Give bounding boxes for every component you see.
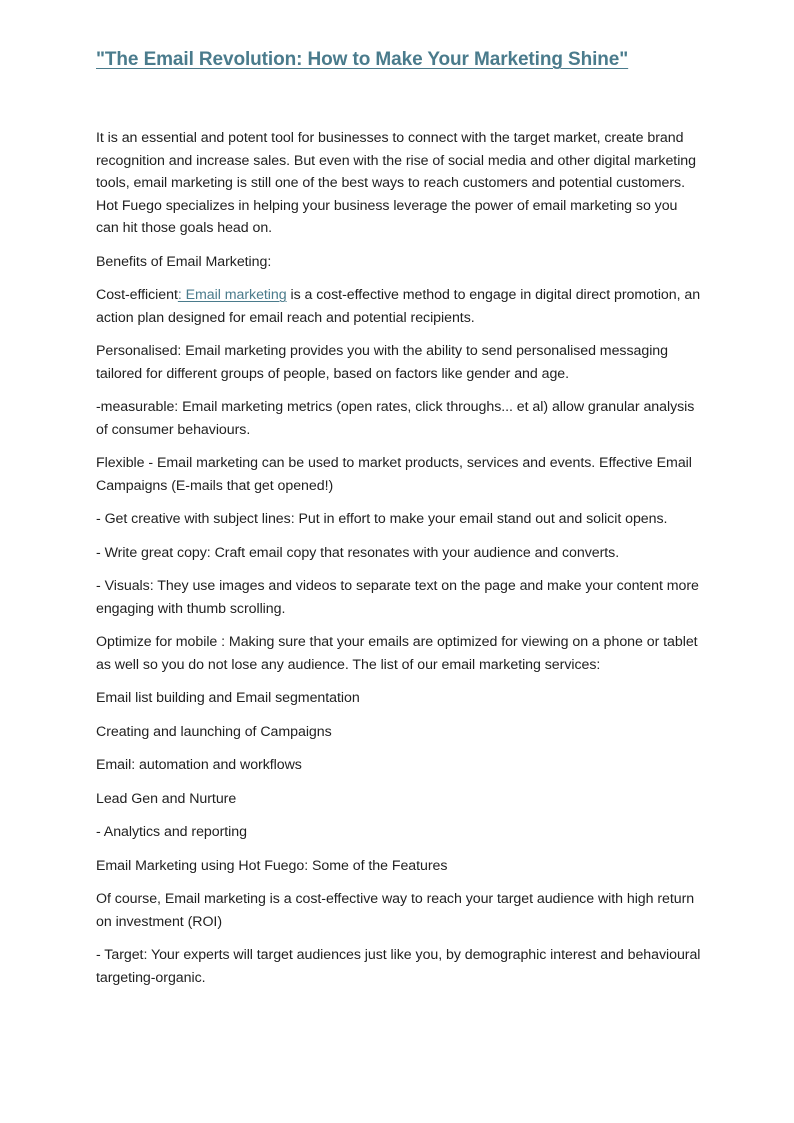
target-paragraph: - Target: Your experts will target audiences just like you, by demographic interest and behavioural targeting-organic. [96,947,701,986]
email-marketing-link[interactable]: : Email marketing [177,287,287,303]
cost-efficient-prefix: Cost-efficient [96,287,178,303]
personalised-paragraph: Personalised: Email marketing provides you with the ability to send personalised messaging tailored for different groups of people, based on factors like gender and age. [96,343,668,382]
service-automation: Email: automation and workflows [96,757,302,773]
intro-paragraph: It is an essential and potent tool for businesses to connect with the target market, create brand recognition and increase sales. But even with the rise of social media and other digital marketing tools, email marketing is still one of the best ways to reach customers and potential customers. Hot Fuego specializes in helping your business leverage the power of email marketing so you can hit those goals head on. [96,130,696,236]
features-heading: Email Marketing using Hot Fuego: Some of the Features [96,857,448,874]
measurable-paragraph: -measurable: Email marketing metrics (open rates, click throughs... et al) allow granular analysis of consumer behaviours. [96,399,695,438]
service-list-building: Email list building and Email segmentation [96,690,360,706]
cost-efficient-text: is a cost-effective method to engage in digital direct promotion, an action plan designed for email reach and potential recipients. [96,287,701,326]
roi-paragraph: Of course, Email marketing is a cost-effective way to reach your target audience with high return on investment (ROI) [96,891,695,930]
benefits-heading: Benefits of Email Marketing: [96,253,272,270]
cost-efficient-paragraph [96,284,702,329]
tip-visuals: - Visuals: They use images and videos to separate text on the page and make your content more engaging with thumb scrolling. [96,578,699,617]
flexible-paragraph: Flexible - Email marketing can be used to market products, services and events. Effective Email Campaigns (E-mails that get opened!) [96,455,692,494]
service-lead-gen: Lead Gen and Nurture [96,790,237,807]
document-body [96,127,702,989]
document-title: "The Email Revolution: How to Make Your Marketing Shine" [96,49,629,70]
tip-write-copy: - Write great copy: Craft email copy that resonates with your audience and converts. [96,544,620,561]
document-page [96,46,702,1000]
optimize-mobile-paragraph: Optimize for mobile : Making sure that your emails are optimized for viewing on a phone or tablet as well so you do not lose any audience. The list of our email marketing services: [96,634,698,673]
service-campaigns: Creating and launching of Campaigns [96,723,332,740]
tip-subject-lines: - Get creative with subject lines: Put in effort to make your email stand out and solicit opens. [96,511,668,527]
service-analytics: - Analytics and reporting [96,824,247,840]
